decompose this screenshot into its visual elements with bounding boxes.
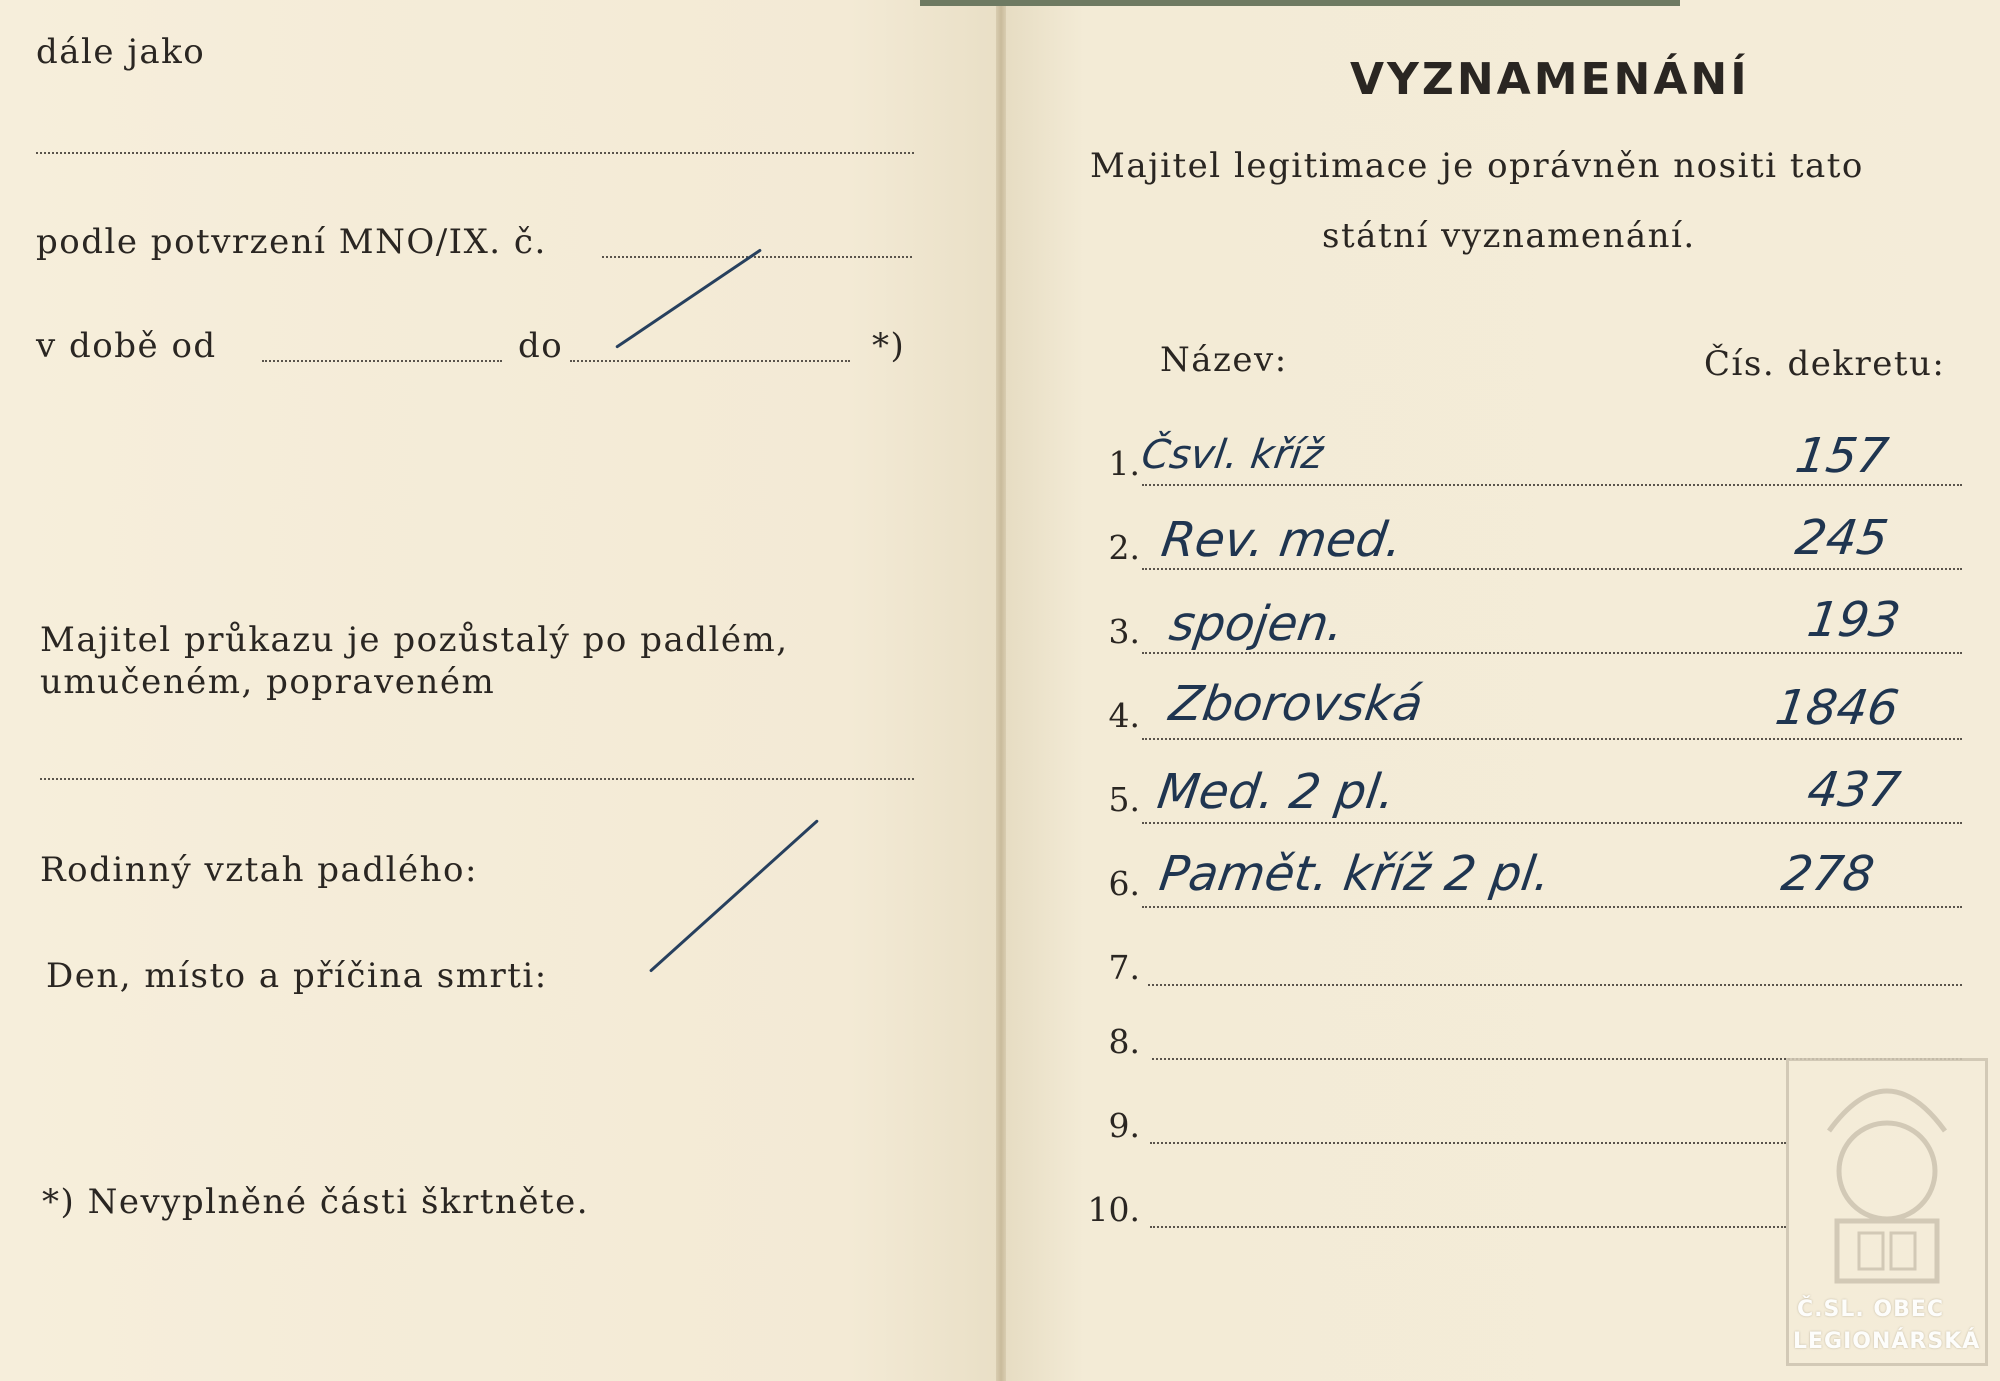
row-line <box>1150 1142 1786 1144</box>
asterisk-mark: *) <box>872 326 906 366</box>
decoration-name: Zborovská <box>1166 676 1427 732</box>
row-line <box>1142 484 1962 486</box>
soldier-emblem-icon <box>1789 1061 1985 1291</box>
row-line <box>1148 984 1962 986</box>
podle-label: podle potvrzení MNO/IX. č. <box>36 222 547 262</box>
row-line <box>1142 822 1962 824</box>
rodinny-vztah-label: Rodinný vztah padlého: <box>40 850 478 890</box>
decree-number: 245 <box>1792 510 1892 566</box>
row-line <box>1142 906 1962 908</box>
row-number: 7. <box>1108 948 1140 987</box>
decoration-name: Rev. med. <box>1158 512 1406 568</box>
v-dobe-od-label: v době od <box>36 326 217 366</box>
intro-line1: Majitel legitimace je oprávněn nositi tato <box>1090 146 1864 186</box>
decree-number: 437 <box>1804 762 1904 818</box>
book-gutter <box>996 0 1006 1381</box>
dale-jako-label: dále jako <box>36 32 206 72</box>
row-number: 5. <box>1108 780 1140 819</box>
row-number: 6. <box>1108 864 1140 903</box>
row-number: 9. <box>1108 1106 1140 1145</box>
column-header-decree: Čís. dekretu: <box>1704 344 1946 384</box>
decree-number: 278 <box>1778 846 1878 902</box>
majitel-line <box>40 778 914 780</box>
decree-number: 1846 <box>1772 680 1903 736</box>
row-number: 1. <box>1108 444 1140 483</box>
majitel-text-line1: Majitel průkazu je pozůstalý po padlém, <box>40 620 789 660</box>
row-number: 2. <box>1108 528 1140 567</box>
stamp-text-line2: LEGIONÁRSKÁ <box>1793 1329 1981 1354</box>
row-line <box>1142 738 1962 740</box>
decoration-name: Pamět. kříž 2 pl. <box>1156 846 1555 902</box>
row-line <box>1150 1226 1786 1228</box>
majitel-text-line2: umučeném, popraveném <box>40 662 496 702</box>
row-number: 3. <box>1108 612 1140 651</box>
decoration-name: Med. 2 pl. <box>1154 764 1399 820</box>
row-line <box>1142 652 1962 654</box>
column-header-name: Název: <box>1160 340 1288 380</box>
do-line <box>570 360 850 362</box>
stamp-text-line1: Č.SL. OBEC <box>1797 1297 1945 1322</box>
podle-line <box>602 256 912 258</box>
legion-watermark-stamp <box>1786 1058 1988 1366</box>
decree-number: 193 <box>1804 592 1904 648</box>
row-line <box>1142 568 1962 570</box>
do-label: do <box>518 326 564 366</box>
decree-number: 157 <box>1792 428 1892 484</box>
row-number: 8. <box>1108 1022 1140 1061</box>
decoration-name: spojen. <box>1166 596 1348 652</box>
den-misto-label: Den, místo a příčina smrti: <box>46 956 548 996</box>
footnote: *) Nevyplněné části škrtněte. <box>42 1182 590 1222</box>
cover-edge <box>920 0 1680 6</box>
dale-jako-line <box>36 152 914 154</box>
page-title: VYZNAMENÁNÍ <box>1350 54 1750 105</box>
od-line <box>262 360 502 362</box>
intro-line2: státní vyznamenání. <box>1322 216 1696 256</box>
row-number: 10. <box>1087 1190 1140 1229</box>
decoration-name: Čsvl. kříž <box>1138 432 1326 478</box>
row-number: 4. <box>1108 696 1140 735</box>
